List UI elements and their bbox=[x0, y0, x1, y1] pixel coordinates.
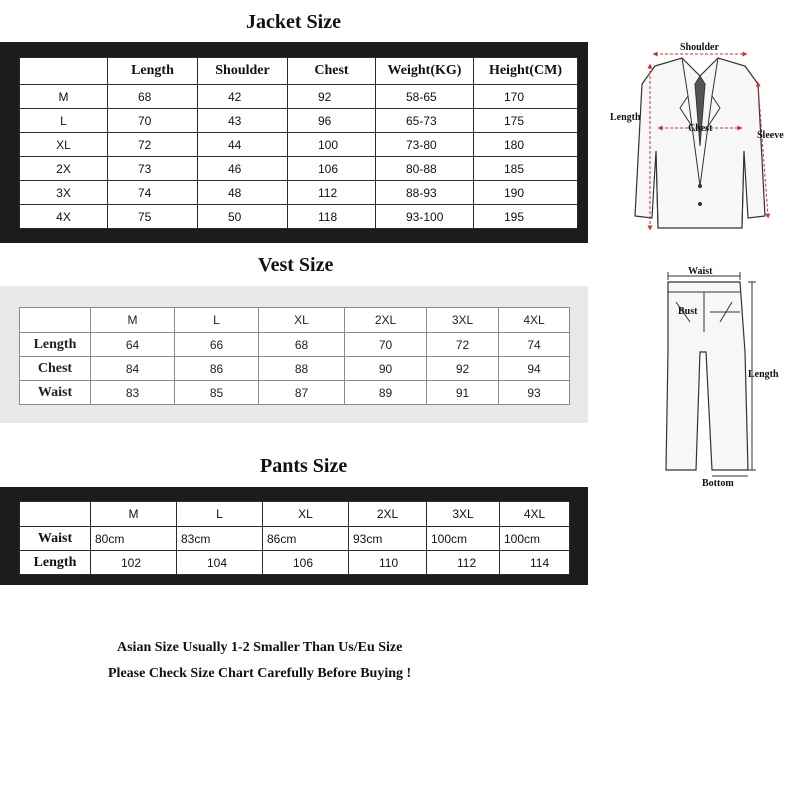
table-cell: 87 bbox=[259, 381, 345, 405]
table-cell: 72 bbox=[427, 333, 499, 357]
table-header-row bbox=[20, 308, 570, 333]
table-cell: 68 bbox=[259, 333, 345, 357]
table-cell: 80-88 bbox=[376, 157, 474, 181]
table-cell: 75 bbox=[108, 205, 198, 229]
header-cell: Shoulder bbox=[198, 58, 288, 85]
table-cell: 83cm bbox=[177, 527, 263, 551]
table-cell: 73-80 bbox=[376, 133, 474, 157]
table-cell: 104 bbox=[177, 551, 263, 575]
pants-size-table bbox=[19, 501, 570, 575]
header-cell: 3XL bbox=[427, 308, 499, 333]
table-cell: 110 bbox=[349, 551, 427, 575]
table-cell: 80cm bbox=[91, 527, 177, 551]
table-cell: 43 bbox=[198, 109, 288, 133]
table-cell: 70 bbox=[108, 109, 198, 133]
table-cell: 195 bbox=[474, 205, 578, 229]
vest-size-panel bbox=[0, 286, 588, 423]
bust-label: Bust bbox=[678, 306, 698, 317]
table-cell: 74 bbox=[108, 181, 198, 205]
table-cell: 185 bbox=[474, 157, 578, 181]
header-cell: Length bbox=[108, 58, 198, 85]
table-cell: 100 bbox=[288, 133, 376, 157]
table-cell: 112 bbox=[288, 181, 376, 205]
table-cell: 114 bbox=[500, 551, 570, 575]
table-row bbox=[20, 181, 578, 205]
header-cell: 2XL bbox=[349, 502, 427, 527]
table-cell: 112 bbox=[427, 551, 500, 575]
table-cell: 89 bbox=[345, 381, 427, 405]
table-cell: 94 bbox=[499, 357, 570, 381]
table-row bbox=[20, 381, 570, 405]
table-cell: 90 bbox=[345, 357, 427, 381]
table-cell: 88 bbox=[259, 357, 345, 381]
waist-label: Waist bbox=[688, 266, 713, 277]
table-cell: 100cm bbox=[500, 527, 570, 551]
shoulder-label: Shoulder bbox=[680, 42, 719, 53]
row-label: Length bbox=[20, 333, 91, 357]
header-cell: 2XL bbox=[345, 308, 427, 333]
table-cell: 175 bbox=[474, 109, 578, 133]
table-cell: 180 bbox=[474, 133, 578, 157]
pants-size-panel bbox=[0, 487, 588, 585]
table-row bbox=[20, 527, 570, 551]
table-row bbox=[20, 85, 578, 109]
header-cell: M bbox=[91, 502, 177, 527]
table-row bbox=[20, 133, 578, 157]
header-cell: XL bbox=[263, 502, 349, 527]
bottom-label: Bottom bbox=[702, 478, 734, 489]
table-cell: 66 bbox=[175, 333, 259, 357]
header-cell: 4XL bbox=[500, 502, 570, 527]
header-cell bbox=[20, 58, 108, 85]
row-label: Waist bbox=[20, 527, 91, 551]
table-row bbox=[20, 551, 570, 575]
table-cell: 93cm bbox=[349, 527, 427, 551]
pants-size-title: Pants Size bbox=[260, 455, 348, 477]
size-cell: XL bbox=[20, 133, 108, 157]
table-cell: 102 bbox=[91, 551, 177, 575]
header-cell bbox=[20, 308, 91, 333]
table-cell: 48 bbox=[198, 181, 288, 205]
pants-diagram bbox=[600, 262, 800, 494]
jacket-size-title: Jacket Size bbox=[246, 11, 341, 33]
header-cell: Weight(KG) bbox=[376, 58, 474, 85]
table-cell: 44 bbox=[198, 133, 288, 157]
table-row bbox=[20, 333, 570, 357]
table-cell: 46 bbox=[198, 157, 288, 181]
header-cell: Height(CM) bbox=[474, 58, 578, 85]
table-header-row bbox=[20, 502, 570, 527]
table-cell: 68 bbox=[108, 85, 198, 109]
header-cell: M bbox=[91, 308, 175, 333]
header-cell: 3XL bbox=[427, 502, 500, 527]
table-cell: 91 bbox=[427, 381, 499, 405]
size-cell: 3X bbox=[20, 181, 108, 205]
table-cell: 73 bbox=[108, 157, 198, 181]
note-asian-size: Asian Size Usually 1-2 Smaller Than Us/Eu Size bbox=[117, 640, 403, 655]
size-cell: L bbox=[20, 109, 108, 133]
table-cell: 93-100 bbox=[376, 205, 474, 229]
table-cell: 65-73 bbox=[376, 109, 474, 133]
table-cell: 72 bbox=[108, 133, 198, 157]
table-cell: 92 bbox=[288, 85, 376, 109]
table-cell: 106 bbox=[288, 157, 376, 181]
table-cell: 118 bbox=[288, 205, 376, 229]
length-label: Length bbox=[610, 112, 641, 123]
table-cell: 93 bbox=[499, 381, 570, 405]
table-cell: 170 bbox=[474, 85, 578, 109]
table-cell: 85 bbox=[175, 381, 259, 405]
row-label: Waist bbox=[20, 381, 91, 405]
row-label: Length bbox=[20, 551, 91, 575]
header-cell: L bbox=[177, 502, 263, 527]
table-row bbox=[20, 205, 578, 229]
table-cell: 83 bbox=[91, 381, 175, 405]
jacket-diagram bbox=[600, 36, 800, 236]
table-cell: 42 bbox=[198, 85, 288, 109]
header-cell: 4XL bbox=[499, 308, 570, 333]
table-cell: 190 bbox=[474, 181, 578, 205]
header-cell bbox=[20, 502, 91, 527]
header-cell: Chest bbox=[288, 58, 376, 85]
jacket-size-panel bbox=[0, 42, 588, 243]
table-cell: 86 bbox=[175, 357, 259, 381]
vest-size-table bbox=[19, 307, 570, 405]
header-cell: XL bbox=[259, 308, 345, 333]
row-label: Chest bbox=[20, 357, 91, 381]
table-cell: 58-65 bbox=[376, 85, 474, 109]
table-cell: 106 bbox=[263, 551, 349, 575]
size-cell: 4X bbox=[20, 205, 108, 229]
sleeve-label: Sleeve bbox=[757, 130, 784, 141]
table-cell: 50 bbox=[198, 205, 288, 229]
table-cell: 96 bbox=[288, 109, 376, 133]
vest-size-title: Vest Size bbox=[258, 254, 334, 276]
jacket-size-table bbox=[19, 57, 578, 229]
size-cell: 2X bbox=[20, 157, 108, 181]
table-cell: 74 bbox=[499, 333, 570, 357]
table-cell: 88-93 bbox=[376, 181, 474, 205]
table-cell: 64 bbox=[91, 333, 175, 357]
table-row bbox=[20, 357, 570, 381]
note-check-chart: Please Check Size Chart Carefully Before Buying ! bbox=[108, 666, 412, 681]
length-label: Length bbox=[748, 369, 779, 380]
table-cell: 84 bbox=[91, 357, 175, 381]
table-cell: 70 bbox=[345, 333, 427, 357]
chest-label: Chest bbox=[688, 123, 713, 134]
table-cell: 86cm bbox=[263, 527, 349, 551]
header-cell: L bbox=[175, 308, 259, 333]
table-header-row bbox=[20, 58, 578, 85]
table-cell: 100cm bbox=[427, 527, 500, 551]
size-cell: M bbox=[20, 85, 108, 109]
table-row bbox=[20, 109, 578, 133]
table-row bbox=[20, 157, 578, 181]
table-cell: 92 bbox=[427, 357, 499, 381]
